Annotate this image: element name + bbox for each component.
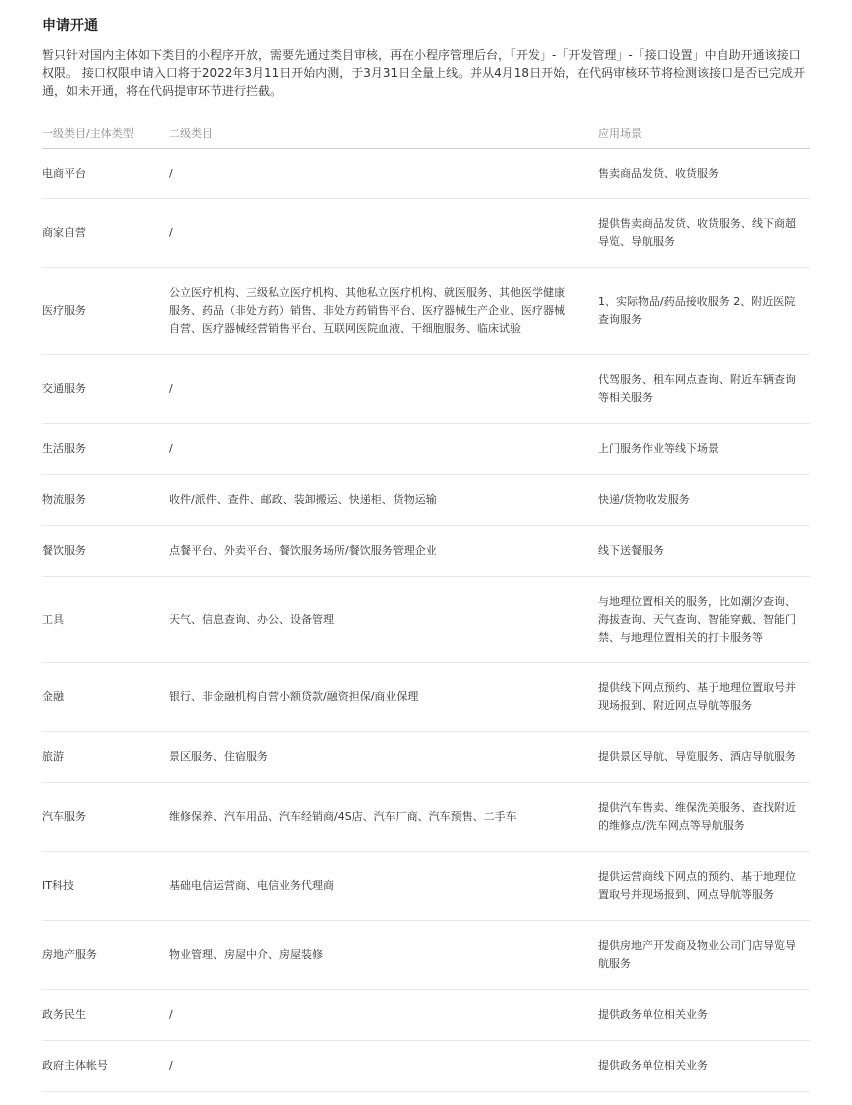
cell-secondary-category: 维修保养、汽车用品、汽车经销商/4S店、汽车厂商、汽车预售、二手车: [169, 810, 517, 823]
cell-secondary-category-cell: [169, 783, 598, 852]
cell-primary-category-cell: [42, 732, 169, 783]
table-row: [42, 921, 810, 990]
cell-secondary-category-cell: [169, 852, 598, 921]
cell-primary-category: 交通服务: [42, 382, 86, 395]
table-row: [42, 663, 810, 732]
cell-primary-category: 金融: [42, 690, 64, 703]
cell-scenario: 提供政务单位相关业务: [598, 1059, 708, 1072]
cell-secondary-category-cell: [169, 990, 598, 1041]
cell-scenario-cell: [598, 424, 810, 475]
cell-primary-category: 汽车服务: [42, 810, 86, 823]
cell-primary-category: 政府主体帐号: [42, 1059, 108, 1072]
cell-secondary-category-cell: [169, 199, 598, 268]
cell-primary-category-cell: [42, 1041, 169, 1092]
cell-secondary-category: 银行、非金融机构自营小额贷款/融资担保/商业保理: [169, 690, 419, 703]
cell-secondary-category-cell: [169, 1041, 598, 1092]
cell-primary-category-cell: [42, 268, 169, 355]
cell-secondary-category-cell: [169, 268, 598, 355]
cell-secondary-category-cell: [169, 577, 598, 663]
cell-scenario-cell: [598, 475, 810, 526]
cell-secondary-category: /: [169, 226, 173, 239]
cell-scenario-cell: [598, 732, 810, 783]
cell-primary-category: 物流服务: [42, 493, 86, 506]
table-row: [42, 424, 810, 475]
cell-scenario: 与地理位置相关的服务，比如潮汐查询、海拔查询、天气查询、智能穿戴、智能门禁、与地理位置相关的打卡服务等: [598, 594, 796, 644]
table-row: [42, 149, 810, 199]
table-row: [42, 475, 810, 526]
cell-scenario-cell: [598, 149, 810, 199]
cell-secondary-category: /: [169, 1008, 173, 1021]
cell-secondary-category-cell: [169, 149, 598, 199]
table-row: [42, 355, 810, 424]
cell-primary-category: 电商平台: [42, 166, 86, 180]
cell-primary-category-cell: [42, 199, 169, 268]
cell-secondary-category: 景区服务、住宿服务: [169, 750, 268, 763]
cell-scenario: 提供房地产开发商及物业公司门店导览导航服务: [598, 939, 796, 970]
cell-primary-category: 房地产服务: [42, 948, 97, 961]
cell-secondary-category: 公立医疗机构、三级私立医疗机构、其他私立医疗机构、就医服务、其他医学健康服务、药品（非处方药）销售、非处方药销售平台、医疗器械生产企业、医疗器械自营、医疗器械经营销售平台、互联网医院血液、干细胞服务、临床试验: [169, 286, 565, 335]
cell-scenario: 售卖商品发货、收货服务: [598, 166, 719, 180]
cell-primary-category-cell: [42, 852, 169, 921]
cell-scenario: 提供线下网点预约、基于地理位置取号并现场报到、附近网点导航等服务: [598, 681, 796, 712]
cell-scenario: 提供景区导航、导览服务、酒店导航服务: [598, 750, 796, 763]
cell-secondary-category: 收件/派件、查件、邮政、装卸搬运、快递柜、货物运输: [169, 493, 437, 506]
header-row: [42, 118, 810, 149]
table-body: [42, 149, 810, 1092]
cell-primary-category: 旅游: [42, 750, 64, 763]
cell-secondary-category: 点餐平台、外卖平台、餐饮服务场所/餐饮服务管理企业: [169, 544, 437, 557]
cell-scenario: 快递/货物收发服务: [598, 493, 690, 506]
table-row: [42, 990, 810, 1041]
section-title: 申请开通: [42, 18, 98, 34]
cell-primary-category-cell: [42, 990, 169, 1041]
cell-secondary-category-cell: [169, 475, 598, 526]
cell-scenario-cell: [598, 852, 810, 921]
table-row: [42, 783, 810, 852]
intro-paragraph: 暂只针对国内主体如下类目的小程序开放，需要先通过类目审核，再在小程序管理后台，「开发」-「开发管理」-「接口设置」中自助开通该接口权限。 接口权限申请入口将于2022年3月11日开始内测，于3月31日全量上线。并从4月18日开始，在代码审核环节将检测该接口是否已完成开通，如未开通，将在代码提审环节进行拦截。: [42, 48, 806, 98]
cell-scenario-cell: [598, 1041, 810, 1092]
cell-scenario-cell: [598, 526, 810, 577]
header-secondary-category: 二级类目: [169, 118, 598, 149]
cell-scenario-cell: [598, 921, 810, 990]
cell-scenario: 1、实际物品/药品接收服务 2、附近医院查询服务: [598, 295, 796, 326]
cell-secondary-category: 物业管理、房屋中介、房屋装修: [169, 948, 323, 961]
cell-primary-category: 工具: [42, 612, 64, 626]
cell-secondary-category: /: [169, 166, 173, 180]
cell-scenario: 代驾服务、租车网点查询、附近车辆查询等相关服务: [598, 373, 796, 404]
cell-primary-category-cell: [42, 355, 169, 424]
cell-scenario-cell: [598, 268, 810, 355]
cell-scenario: 提供政务单位相关业务: [598, 1008, 708, 1021]
cell-secondary-category-cell: [169, 663, 598, 732]
cell-scenario-cell: [598, 990, 810, 1041]
header-primary-category: 一级类目/主体类型: [42, 118, 169, 149]
cell-primary-category-cell: [42, 475, 169, 526]
category-table: [42, 118, 810, 1092]
cell-secondary-category-cell: [169, 732, 598, 783]
cell-scenario: 提供汽车售卖、维保洗美服务、查找附近的维修点/洗车网点等导航服务: [598, 801, 796, 832]
cell-secondary-category-cell: [169, 526, 598, 577]
cell-primary-category: IT科技: [42, 879, 74, 892]
table-row: [42, 852, 810, 921]
cell-primary-category-cell: [42, 783, 169, 852]
cell-primary-category-cell: [42, 663, 169, 732]
table-row: [42, 526, 810, 577]
table-row: [42, 268, 810, 355]
cell-primary-category-cell: [42, 526, 169, 577]
cell-primary-category-cell: [42, 424, 169, 475]
cell-scenario: 提供运营商线下网点的预约、基于地理位置取号并现场报到、网点导航等服务: [598, 870, 796, 901]
cell-scenario: 上门服务作业等线下场景: [598, 442, 719, 455]
cell-scenario: 线下送餐服务: [598, 544, 664, 557]
table-header: [42, 118, 810, 149]
cell-secondary-category: /: [169, 442, 173, 455]
table-row: [42, 199, 810, 268]
cell-scenario-cell: [598, 577, 810, 663]
table-row: [42, 1041, 810, 1092]
cell-secondary-category-cell: [169, 424, 598, 475]
cell-primary-category: 生活服务: [42, 442, 86, 455]
cell-scenario-cell: [598, 663, 810, 732]
cell-primary-category-cell: [42, 921, 169, 990]
cell-primary-category: 政务民生: [42, 1008, 86, 1021]
cell-secondary-category: 基础电信运营商、电信业务代理商: [169, 879, 334, 892]
cell-primary-category-cell: [42, 149, 169, 199]
cell-secondary-category: /: [169, 382, 173, 395]
cell-scenario-cell: [598, 199, 810, 268]
cell-scenario-cell: [598, 355, 810, 424]
cell-secondary-category: 天气、信息查询、办公、设备管理: [169, 612, 334, 626]
cell-primary-category: 医疗服务: [42, 304, 86, 317]
cell-primary-category-cell: [42, 577, 169, 663]
cell-primary-category: 餐饮服务: [42, 544, 86, 557]
cell-secondary-category-cell: [169, 355, 598, 424]
cell-secondary-category: /: [169, 1059, 173, 1072]
table-row: [42, 732, 810, 783]
header-scenario: 应用场景: [598, 118, 810, 149]
table-row: [42, 577, 810, 663]
cell-secondary-category-cell: [169, 921, 598, 990]
cell-scenario-cell: [598, 783, 810, 852]
cell-primary-category: 商家自营: [42, 226, 86, 239]
cell-scenario: 提供售卖商品发货、收货服务、线下商超导览、导航服务: [598, 217, 796, 248]
